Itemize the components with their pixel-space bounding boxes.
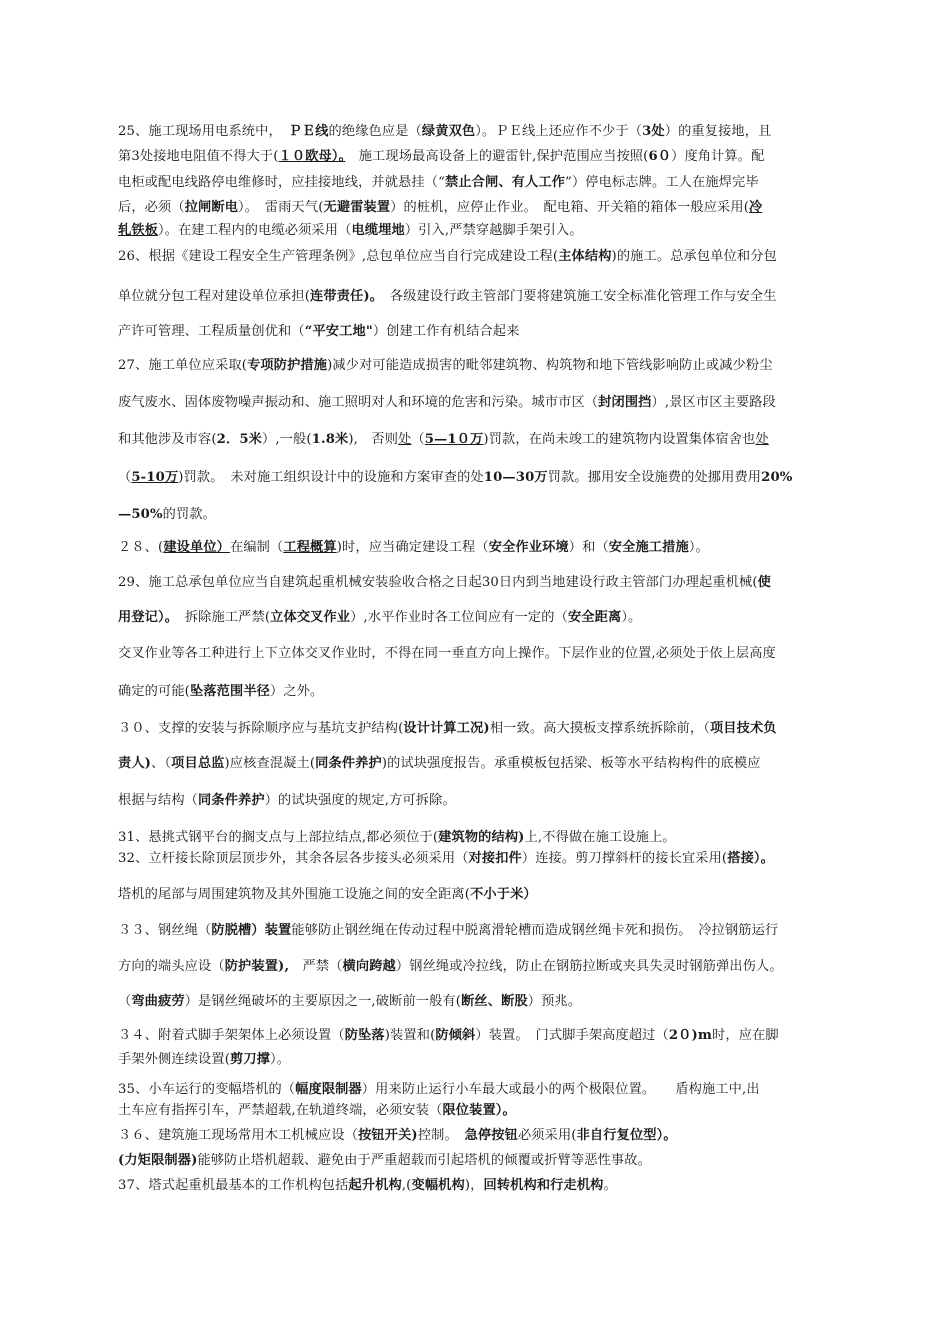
text-run: 35、小车运行的变幅塔机的（ <box>118 1082 296 1097</box>
answer-text: 建筑物的结构) <box>438 830 525 845</box>
text-run: 能够防止塔机超载、避免由于严重超载而引起塔机的倾覆或折臂等恶性事故。 <box>197 1153 651 1168</box>
text-run: 26、根据《建设工程安全生产管理条例》,总包单位应当自行完成建设工程( <box>118 249 559 264</box>
answer-text: 用登记）。 <box>118 610 172 625</box>
answer-text: 同条件养护 <box>315 756 382 771</box>
text-run: ）,水平作业时各工位间应有一定的（ <box>350 610 568 625</box>
text-run: 土车应有指挥引车，严禁超载,在轨道终端，必须安装（ <box>118 1103 443 1118</box>
text-run: ）引入,严禁穿越脚手架引入。 <box>404 223 583 238</box>
text-line <box>118 1024 838 1043</box>
answer-text: 禁止合闸、有人工作 <box>445 175 566 190</box>
text-run: 上,不得做在施工设施上。 <box>524 830 676 845</box>
answer-text: 电缆埋地 <box>351 223 405 238</box>
answer-text: 安全施工措施 <box>608 540 689 555</box>
text-run: 和其他涉及市容( <box>118 432 217 447</box>
answer-text: 6０ <box>648 149 672 164</box>
answer-text: 回转机构和行走机构 <box>483 1178 604 1193</box>
text-run: 塔机的尾部与周围建筑物及其外围施工设施之间的安全距离( <box>118 887 471 902</box>
text-run: )的试块强度报告。承重模板包括梁、板等水平结构构件的底模应 <box>381 756 761 771</box>
text-line <box>118 1124 838 1143</box>
text-line <box>118 536 838 555</box>
text-run: ）钢丝绳或冷拉线，防止在钢筋拉断或夹具失灵时钢筋弹出伤人。 <box>395 959 783 974</box>
text-run: ”）停电标志牌。工人在施焊完毕 <box>565 175 759 190</box>
text-run: )减少对可能造成损害的毗邻建筑物、构筑物和地下管线影响防止或减少粉尘 <box>327 358 773 373</box>
answer-text: 使 <box>757 575 771 590</box>
text-run: 罚款。挪用安全设施费的处挪用费用 <box>547 470 762 485</box>
text-run: ）。 雷雨天气( <box>238 200 324 215</box>
text-run: （ <box>411 432 425 447</box>
text-run: )的施工。总承包单位和分包 <box>611 249 777 264</box>
text-run: ,( <box>401 1178 412 1193</box>
answer-text: 专项防护措施 <box>247 358 328 373</box>
answer-text: 急停按钮 <box>464 1128 518 1143</box>
text-line <box>118 990 838 1009</box>
answer-text: 防倾斜 <box>435 1028 476 1043</box>
text-run: 时，应在脚 <box>712 1028 779 1043</box>
text-line <box>118 717 838 736</box>
text-line <box>118 1174 838 1193</box>
answer-text: 5—1０万 <box>424 432 484 447</box>
text-run: 各级建设行政主管部门要将建筑施工安全标准化管理工作与安全生 <box>376 289 777 304</box>
answer-text: 项目技术负 <box>709 721 777 736</box>
text-line <box>118 1048 838 1067</box>
answer-text: 防护装置), <box>224 959 290 974</box>
answer-text: “平安工地" <box>304 324 373 339</box>
text-line <box>118 1078 838 1097</box>
answer-text: ＰＥ线 <box>288 124 329 139</box>
text-run: ）是钢丝绳破坏的主要原因之一,破断前一般有( <box>184 994 462 1009</box>
text-run: )时，应当确定建设工程（ <box>336 540 489 555</box>
text-run: ）。 <box>621 610 642 625</box>
answer-text: 无避雷装置 <box>323 200 391 215</box>
text-run: ２８、( <box>118 540 164 555</box>
text-run: 37、塔式起重机最基本的工作机构包括 <box>118 1178 349 1193</box>
text-line <box>118 1099 838 1118</box>
answer-text: 3处 <box>642 124 665 139</box>
text-line <box>118 428 838 447</box>
answer-text: 轧铁板 <box>118 223 159 238</box>
answer-text: 搭接）。 <box>727 851 774 866</box>
text-run: 废气废水、固体废物噪声振动和、施工照明对人和环境的危害和污染。城市市区（ <box>118 395 599 410</box>
text-run: 后，必须（ <box>118 200 185 215</box>
text-run: ）的试块强度的规定,方可拆除。 <box>264 793 456 808</box>
answer-text: 弯曲疲劳 <box>131 994 185 1009</box>
text-line <box>118 196 838 215</box>
text-line <box>118 391 838 410</box>
answer-text: 幅度限制器 <box>295 1082 362 1097</box>
text-run: ）用来防止运行小车最大或最小的两个极限位置。 盾构施工中,出 <box>361 1082 760 1097</box>
answer-text: 不小于米） <box>470 887 537 902</box>
text-line <box>118 752 838 771</box>
answer-text: 1.8米 <box>311 432 349 447</box>
answer-text: 20% <box>761 470 793 485</box>
text-run: 控制。 <box>417 1128 465 1143</box>
text-line <box>118 466 838 485</box>
answer-text: 设计计算工况) <box>403 721 490 736</box>
text-run: ）度角计算。配 <box>671 149 765 164</box>
answer-text: —50% <box>118 507 163 522</box>
answer-text: 5-10万 <box>131 470 179 485</box>
text-line <box>118 571 838 590</box>
answer-text: 连带责任)。 <box>310 289 377 304</box>
text-line <box>118 955 838 974</box>
text-run: )应核查混凝土( <box>224 756 316 771</box>
text-run: ）的桩机，应停止作业。 配电箱、开关箱的箱体一般应采用( <box>390 200 750 215</box>
answer-text: 2．5米 <box>216 432 262 447</box>
text-line <box>118 826 838 845</box>
text-run: 手架外侧连续设置( <box>118 1052 230 1067</box>
text-run: 25、施工现场用电系统中， <box>118 124 289 139</box>
answer-text: 防坠落 <box>344 1028 385 1043</box>
text-run: )装置和( <box>384 1028 436 1043</box>
text-run: 相一致。高大摸板支撑系统拆除前，（ <box>489 721 710 736</box>
text-run: ）的重复接地，且 <box>664 124 772 139</box>
text-run: ）,一般( <box>262 432 312 447</box>
answer-text: 同条件养护 <box>198 793 265 808</box>
text-run: 拆除施工严禁( <box>171 610 271 625</box>
text-line <box>118 789 838 808</box>
answer-text: 防脱槽）装置 <box>211 923 292 938</box>
text-run: ）,景区市区主要路段 <box>651 395 776 410</box>
text-run: 的绝缘色应是（ <box>328 124 422 139</box>
answer-text: 断丝、断股 <box>461 994 528 1009</box>
text-run: 施工现场最高设备上的避雷针,保护范围应当按照( <box>345 149 649 164</box>
text-run: 31、悬挑式钢平台的搁支点与上部拉结点,都必须位于( <box>118 830 439 845</box>
text-run: ）和（ <box>568 540 609 555</box>
text-run: ）预兆。 <box>527 994 582 1009</box>
text-run: 必须采用( <box>517 1128 577 1143</box>
answer-text: 封闭围挡 <box>598 395 652 410</box>
answer-text: 立体交叉作业 <box>270 610 351 625</box>
text-run: )， <box>464 1178 484 1193</box>
text-run: )罚款，在尚未竣工的建筑物内设置集体宿舍也 <box>483 432 756 447</box>
answer-text: 横向跨越 <box>342 959 396 974</box>
text-line <box>118 680 838 699</box>
answer-text: 安全距离 <box>567 610 622 625</box>
text-line <box>118 354 838 373</box>
text-run: ）连接。剪刀撑斜杆的接长宜采用( <box>521 851 728 866</box>
answer-text: 主体结构 <box>558 249 612 264</box>
text-line <box>118 503 838 522</box>
text-run: 第3处接地电阻值不得大于( <box>118 149 279 164</box>
text-line <box>118 919 838 938</box>
text-run: 严禁（ <box>289 959 343 974</box>
text-line <box>118 847 838 866</box>
answer-text: 非自行复位型）。 <box>576 1128 677 1143</box>
text-run: 处 <box>755 432 769 447</box>
text-run: ）装置。 门式脚手架高度超过（ <box>475 1028 669 1043</box>
text-line <box>118 145 838 164</box>
text-run: ３０、支撑的安装与拆除顺序应与基坑支护结构( <box>118 721 404 736</box>
text-line <box>118 1149 838 1168</box>
text-run: 能够防止钢丝绳在传动过程中脱离滑轮槽而造成钢丝绳卡死和损伤。 冷拉钢筋运行 <box>291 923 779 938</box>
answer-text: 建设单位） <box>163 540 230 555</box>
text-run: 在编制（ <box>230 540 284 555</box>
text-line <box>118 120 838 139</box>
text-line <box>118 245 838 264</box>
text-line <box>118 642 838 661</box>
text-run: ３４、附着式脚手架架体上必须设置（ <box>118 1028 345 1043</box>
text-run: )罚款。 未对施工组织设计中的设施和方案审查的处 <box>178 470 484 485</box>
text-run: 。 <box>603 1178 617 1193</box>
text-run: ）创建工作有机结合起来 <box>372 324 520 339</box>
answer-text: 工程概算 <box>283 540 337 555</box>
answer-text: (力矩限制器) <box>118 1153 198 1168</box>
text-run: ３６、建筑施工现场常用木工机械应设（ <box>118 1128 359 1143</box>
answer-text: 按钮开关) <box>358 1128 418 1143</box>
answer-text: 变幅机构 <box>411 1178 465 1193</box>
answer-text: 2０)m <box>668 1028 713 1043</box>
text-run: 29、施工总承包单位应当自建筑起重机械安装验收合格之日起30日内到当地建设行政主管部门办理起重机械( <box>118 575 758 590</box>
text-run: ）。 <box>688 540 709 555</box>
answer-text: 项目总监 <box>171 756 225 771</box>
text-run: 27、施工单位应采取( <box>118 358 248 373</box>
answer-text: １０欧母）。 <box>278 149 346 164</box>
text-run: 交叉作业等各工种进行上下立体交叉作业时，不得在同一垂直方向上操作。下层作业的位置,必须处于依上层高度 <box>118 646 776 661</box>
answer-text: 10—30万 <box>483 470 548 485</box>
text-run: 单位就分包工程对建设单位承担( <box>118 289 311 304</box>
answer-text: 冷 <box>749 200 763 215</box>
text-run: 的罚款。 <box>162 507 217 522</box>
answer-text: 剪刀撑 <box>230 1052 271 1067</box>
text-line <box>118 883 838 902</box>
answer-text: 拉闸断电 <box>184 200 239 215</box>
answer-text: 安全作业环境 <box>488 540 569 555</box>
text-run: （ <box>118 470 132 485</box>
answer-text: 责人) <box>118 756 152 771</box>
text-run: 、（ <box>151 756 172 771</box>
text-run: 方向的端头应设（ <box>118 959 225 974</box>
answer-text: 限位装置）。 <box>442 1103 516 1118</box>
text-run: 32、立杆接长除顶层顶步外，其余各层各步接头必须采用（ <box>118 851 469 866</box>
text-run: ）。 <box>270 1052 291 1067</box>
answer-text: 绿黄双色 <box>421 124 476 139</box>
text-line <box>118 219 838 238</box>
text-line <box>118 320 838 339</box>
answer-text: 对接扣件 <box>468 851 522 866</box>
text-line <box>118 606 838 625</box>
text-line <box>118 171 838 190</box>
text-run: 产许可管理、工程质量创优和（ <box>118 324 305 339</box>
text-run: ）。ＰＥ线上还应作不少于（ <box>475 124 643 139</box>
text-run: ), 否则 <box>348 432 399 447</box>
text-run: （ <box>118 994 132 1009</box>
answer-text: 起升机构 <box>348 1178 402 1193</box>
answer-text: 坠落范围半径 <box>189 684 271 699</box>
text-run: 电柜或配电线路停电维修时，应挂接地线，并就悬挂（“ <box>118 175 445 190</box>
text-run: ）之外。 <box>270 684 324 699</box>
text-line <box>118 285 838 304</box>
text-run: 确定的可能( <box>118 684 190 699</box>
text-run: 根据与结构（ <box>118 793 199 808</box>
text-run: ３３、钢丝绳（ <box>118 923 212 938</box>
text-run: 处 <box>398 432 412 447</box>
text-run: ）。在建工程内的电缆必须采用（ <box>158 223 352 238</box>
